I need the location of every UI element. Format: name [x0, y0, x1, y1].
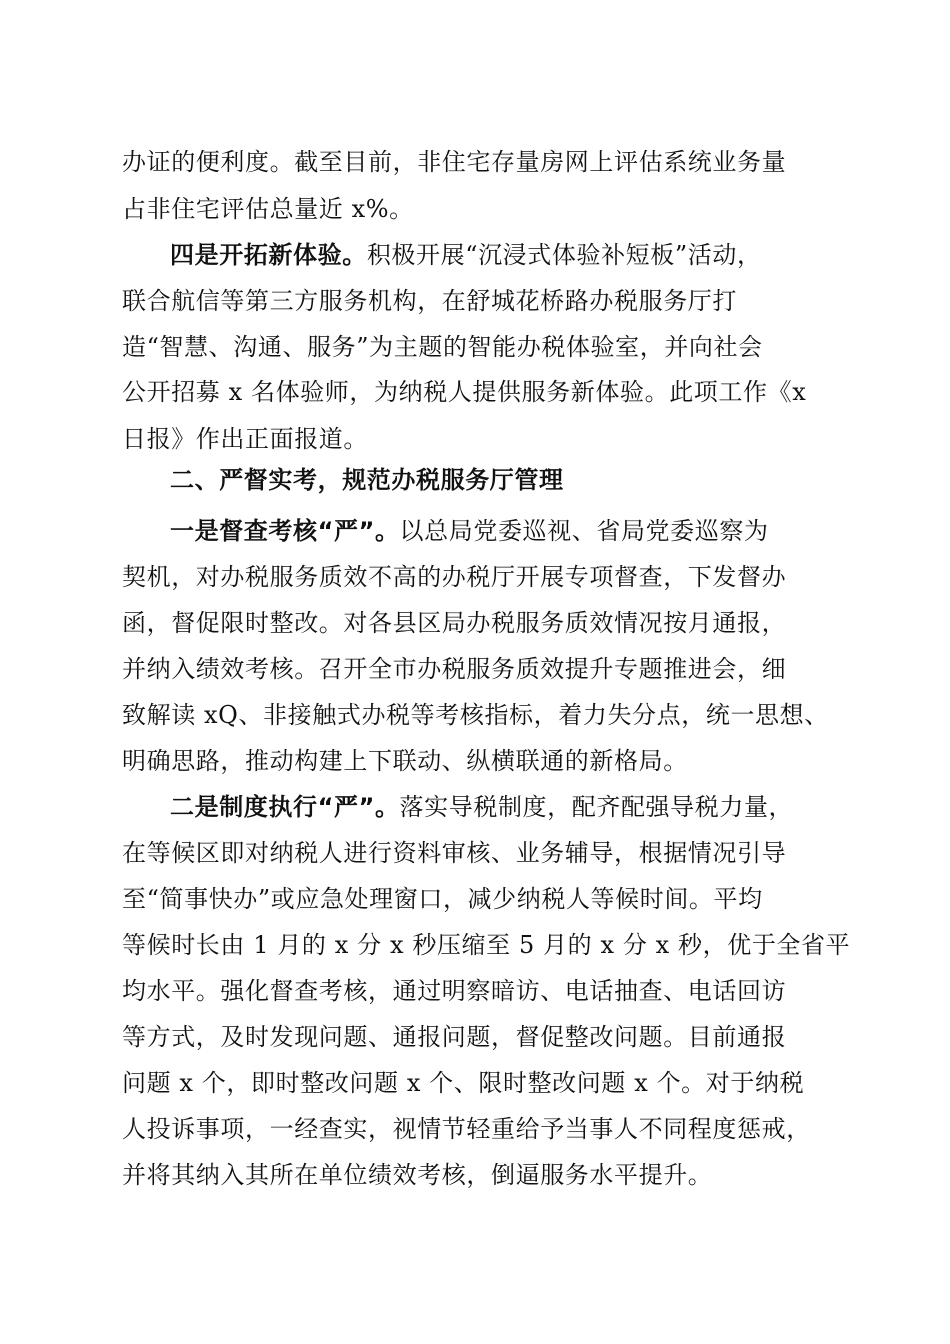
paragraph-2-line-4: 公开招募 x 名体验师，为纳税人提供服务新体验。此项工作《x — [122, 378, 807, 406]
paragraph-2-line-1 — [170, 240, 842, 270]
paragraph-4-line-1-text: 落实导税制度，配齐配强导税力量， — [399, 793, 794, 821]
paragraph-3-line-6: 明确思路，推动构建上下联动、纵横联通的新格局。 — [122, 747, 688, 775]
paragraph-3-line-3: 函，督促限时整改。对各县区局办税服务质效情况按月通报， — [122, 609, 787, 637]
paragraph-2-lead: 四是开拓新体验。 — [170, 241, 367, 269]
paragraph-3-line-1-text: 以总局党委巡视、省局党委巡察为 — [399, 517, 769, 545]
paragraph-3-lead: 一是督查考核“严”。 — [170, 517, 400, 545]
paragraph-4-lead: 二是制度执行“严”。 — [170, 793, 400, 821]
paragraph-4-line-6: 等方式，及时发现问题、通报问题，督促整改问题。目前通报 — [122, 1023, 787, 1051]
paragraph-4-line-8: 人投诉事项，一经查实，视情节轻重给予当事人不同程度惩戒， — [122, 1115, 811, 1143]
paragraph-3-line-1 — [170, 516, 842, 546]
paragraph-3-line-5: 致解读 xQ、非接触式办税等考核指标，着力失分点，统一思想、 — [122, 701, 829, 729]
paragraph-2-line-2: 联合航信等第三方服务机构，在舒城花桥路办税服务厅打 — [122, 287, 737, 315]
paragraph-4-line-7: 问题 x 个，即时整改问题 x 个、限时整改问题 x 个。对于纳税 — [122, 1069, 805, 1097]
paragraph-4-line-2: 在等候区即对纳税人进行资料审核、业务辅导，根据情况引导 — [122, 839, 787, 867]
paragraph-4-line-4: 等候时长由 1 月的 x 分 x 秒压缩至 5 月的 x 分 x 秒，优于全省平 — [122, 931, 851, 959]
paragraph-2-line-5: 日报》作出正面报道。 — [122, 425, 368, 453]
paragraph-4-line-1 — [170, 792, 842, 822]
paragraph-4-line-9: 并将其纳入其所在单位绩效考核，倒逼服务水平提升。 — [122, 1161, 713, 1189]
paragraph-3-line-2: 契机，对办税服务质效不高的办税厅开展专项督查，下发督办 — [122, 563, 787, 591]
section-heading: 二、严督实考，规范办税服务厅管理 — [170, 466, 564, 494]
paragraph-4-line-3: 至“简事快办”或应急处理窗口，减少纳税人等候时间。平均 — [122, 885, 763, 913]
paragraph-1-line-1: 办证的便利度。截至目前，非住宅存量房网上评估系统业务量 — [122, 148, 787, 176]
paragraph-1-line-2: 占非住宅评估总量近 x%。 — [122, 195, 414, 223]
paragraph-4-line-5: 均水平。强化督查考核，通过明察暗访、电话抽查、电话回访 — [122, 977, 787, 1005]
paragraph-2-line-3: 造“智慧、沟通、服务”为主题的智能办税体验室，并向社会 — [122, 333, 763, 361]
paragraph-2-line-1-text: 积极开展“沉浸式体验补短板”活动， — [366, 241, 762, 269]
paragraph-3-line-4: 并纳入绩效考核。召开全市办税服务质效提升专题推进会，细 — [122, 655, 787, 683]
